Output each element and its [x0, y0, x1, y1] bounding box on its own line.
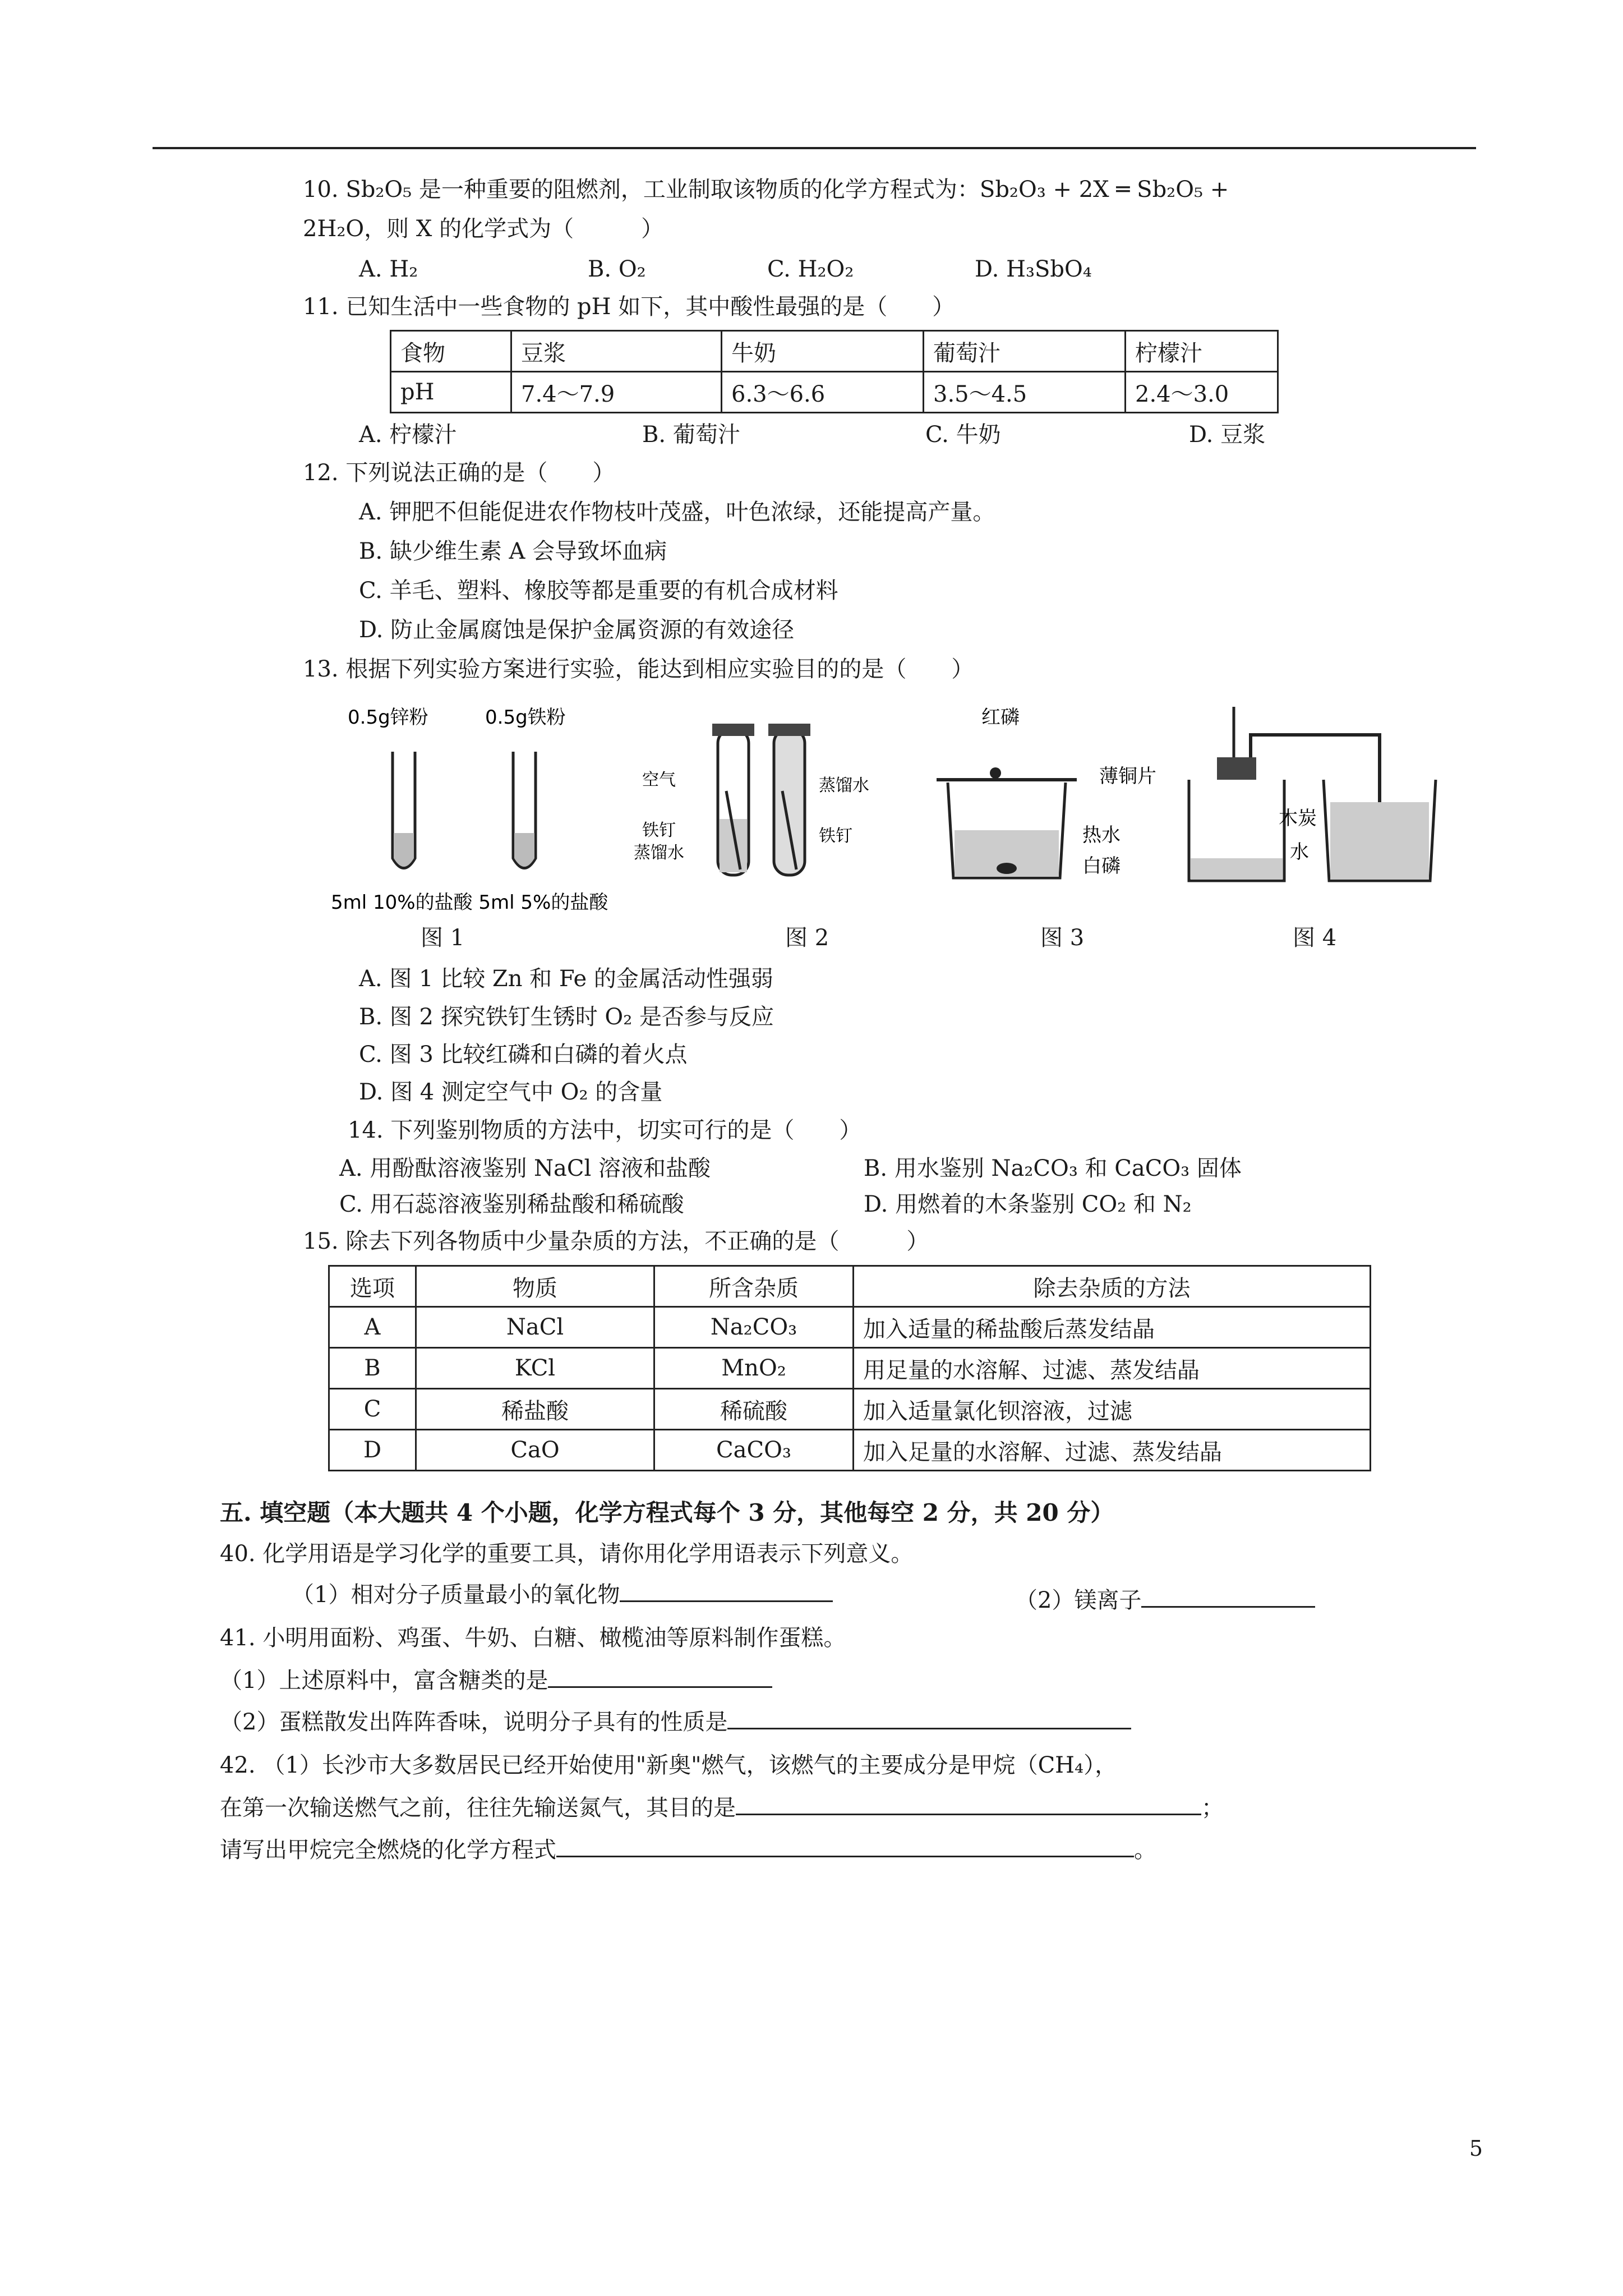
table-row [329, 1389, 1371, 1430]
q13-option-b: B. 图 2 探究铁钉生锈时 O₂ 是否参与反应 [359, 1004, 774, 1030]
table-cell: 豆浆 [511, 331, 722, 372]
q42-line3-end: 。 [1134, 1837, 1156, 1863]
q10-option-b: B. O₂ [588, 256, 646, 282]
fig-label-4: 图 4 [1293, 925, 1337, 951]
section-5-title: 五. 填空题（本大题共 4 个小题，化学方程式每个 3 分，其他每空 2 分，共 20 分） [220, 1499, 1114, 1526]
q41-answer-blank-1[interactable] [548, 1665, 772, 1688]
air-label: 空气 [642, 770, 676, 790]
q41-part1 [220, 1665, 772, 1695]
q42-answer-blank-2[interactable] [556, 1834, 1134, 1857]
q13-option-d: D. 图 4 测定空气中 O₂ 的含量 [359, 1079, 663, 1105]
q42-line2 [220, 1792, 1224, 1822]
q10-line1: 10. Sb₂O₅ 是一种重要的阻燃剂，工业制取该物质的化学方程式为：Sb₂O₃ + 2X ═ Sb₂O₅ + [303, 177, 1229, 203]
table-cell: NaCl [416, 1307, 654, 1348]
q42-line3 [220, 1834, 1156, 1864]
figure-3 [937, 706, 1156, 878]
header-rule [153, 147, 1476, 149]
stopper-2a [712, 724, 754, 736]
q14-option-a: A. 用酚酞溶液鉴别 NaCl 溶液和盐酸 [339, 1156, 711, 1181]
table-header: 除去杂质的方法 [854, 1266, 1371, 1307]
figure-1 [331, 706, 608, 914]
table-cell: 6.3～6.6 [722, 372, 924, 413]
q15-stem: 15. 除去下列各物质中少量杂质的方法，不正确的是（ ） [303, 1228, 929, 1254]
fig-label-1: 图 1 [421, 925, 465, 951]
page-number: 5 [1469, 2136, 1483, 2161]
q15-impurity-table [328, 1265, 1371, 1471]
q12-option-b: B. 缺少维生素 A 会导致坏血病 [359, 539, 667, 564]
q42-line2-end: ； [1201, 1795, 1224, 1821]
q41-part2-label: （2）蛋糕散发出阵阵香味，说明分子具有的性质是 [220, 1709, 728, 1735]
zinc-label: 0.5g锌粉 [348, 706, 428, 729]
table-cell: 加入适量的稀盐酸后蒸发结晶 [854, 1307, 1371, 1348]
iron-label: 0.5g铁粉 [485, 706, 566, 729]
table-row [329, 1348, 1371, 1389]
jar-water [1191, 858, 1283, 880]
table-cell: 牛奶 [722, 331, 924, 372]
q13-experiment-figures [331, 690, 1453, 970]
test-tube-2b [774, 729, 805, 875]
water-right-label: 蒸馏水 [819, 776, 869, 795]
table-cell: 葡萄汁 [924, 331, 1126, 372]
q10-option-d: D. H₃SbO₄ [975, 256, 1092, 282]
table-row [391, 372, 1278, 413]
table-cell: 稀盐酸 [416, 1389, 654, 1430]
q14-option-c: C. 用石蕊溶液鉴别稀盐酸和稀硫酸 [339, 1191, 684, 1217]
q10-line2: 2H₂O，则 X 的化学式为（ ） [303, 216, 664, 242]
table-header: 选项 [329, 1266, 416, 1307]
table-cell: 用足量的水溶解、过滤、蒸发结晶 [854, 1348, 1371, 1389]
table-cell: CaO [416, 1430, 654, 1471]
q11-ph-table [390, 330, 1279, 413]
q41-part2 [220, 1706, 1131, 1736]
q41-part1-label: （1）上述原料中，富含糖类的是 [220, 1668, 548, 1694]
q40-answer-blank-1[interactable] [620, 1579, 833, 1602]
table-cell: 加入足量的水溶解、过滤、蒸发结晶 [854, 1430, 1371, 1471]
liquid-right [514, 833, 534, 867]
q40-part2-label: （2）镁离子 [1015, 1588, 1142, 1613]
hot-water-label: 热水 [1082, 824, 1121, 846]
table-cell: 2.4～3.0 [1126, 372, 1278, 413]
white-phosphorus-label: 白磷 [1082, 855, 1121, 877]
q11-option-c: C. 牛奶 [925, 422, 1001, 448]
q42-line1: 42. （1）长沙市大多数居民已经开始使用"新奥"燃气，该燃气的主要成分是甲烷（CH₄）， [220, 1752, 1118, 1778]
table-cell: D [329, 1430, 416, 1471]
q11-option-b: B. 葡萄汁 [642, 422, 740, 448]
table-cell: MnO₂ [654, 1348, 854, 1389]
table-row [329, 1430, 1371, 1471]
acid-label: 5ml 10%的盐酸 5ml 5%的盐酸 [331, 891, 608, 914]
table-cell: 柠檬汁 [1126, 331, 1278, 372]
q14-option-d: D. 用燃着的木条鉴别 CO₂ 和 N₂ [864, 1191, 1192, 1217]
beaker-water [1330, 802, 1429, 880]
liquid-left [394, 833, 414, 867]
table-cell: KCl [416, 1348, 654, 1389]
q13-option-c: C. 图 3 比较红磷和白磷的着火点 [359, 1042, 688, 1068]
q11-stem: 11. 已知生活中一些食物的 pH 如下，其中酸性最强的是（ ） [303, 294, 955, 320]
table-cell: pH [391, 372, 511, 413]
q12-option-d: D. 防止金属腐蚀是保护金属资源的有效途径 [359, 617, 795, 643]
table-cell: B [329, 1348, 416, 1389]
q11-option-d: D. 豆浆 [1189, 422, 1266, 448]
table-cell: 食物 [391, 331, 511, 372]
table-header: 所含杂质 [654, 1266, 854, 1307]
figure-2 [634, 724, 869, 875]
table-cell: A [329, 1307, 416, 1348]
water-label: 水 [1290, 841, 1309, 863]
q12-option-c: C. 羊毛、塑料、橡胶等都是重要的有机合成材料 [359, 578, 838, 604]
table-header-row [329, 1266, 1371, 1307]
q40-part1-label: （1）相对分子质量最小的氧化物 [292, 1582, 620, 1608]
q14-stem: 14. 下列鉴别物质的方法中，切实可行的是（ ） [348, 1117, 862, 1143]
white-phosphorus [997, 863, 1017, 874]
q41-stem: 41. 小明用面粉、鸡蛋、牛奶、白糖、橄榄油等原料制作蛋糕。 [220, 1625, 846, 1651]
q41-answer-blank-2[interactable] [727, 1706, 1131, 1729]
table-row [391, 331, 1278, 372]
copper-label: 薄铜片 [1099, 765, 1156, 788]
q11-option-a: A. 柠檬汁 [359, 422, 457, 448]
table-cell: 稀硫酸 [654, 1389, 854, 1430]
q42-line2-label: 在第一次输送燃气之前，往往先输送氮气，其目的是 [220, 1795, 736, 1821]
nail-right-label: 铁钉 [819, 826, 852, 846]
q40-part1 [292, 1579, 833, 1609]
q10-option-c: C. H₂O₂ [767, 256, 854, 282]
fig-label-2: 图 2 [785, 925, 829, 951]
q13-option-a: A. 图 1 比较 Zn 和 Fe 的金属活动性强弱 [359, 966, 773, 992]
table-cell: 7.4～7.9 [511, 372, 722, 413]
table-cell: 3.5～4.5 [924, 372, 1126, 413]
q10-option-a: A. H₂ [359, 256, 418, 282]
q12-option-a: A. 钾肥不但能促进农作物枝叶茂盛，叶色浓绿，还能提高产量。 [359, 499, 995, 525]
q42-answer-blank-1[interactable] [736, 1792, 1201, 1815]
q12-stem: 12. 下列说法正确的是（ ） [303, 460, 615, 486]
red-phosphorus [990, 767, 1001, 779]
fig-label-3: 图 3 [1040, 925, 1085, 951]
q40-stem: 40. 化学用语是学习化学的重要工具，请你用化学用语表示下列意义。 [220, 1541, 914, 1567]
table-cell: CaCO₃ [654, 1430, 854, 1471]
table-cell: 加入适量氯化钡溶液，过滤 [854, 1389, 1371, 1430]
stopper-2b [768, 724, 810, 736]
charcoal-label: 木炭 [1279, 807, 1317, 830]
table-cell: Na₂CO₃ [654, 1307, 854, 1348]
stopper-4 [1217, 757, 1256, 780]
figure-4 [1189, 707, 1436, 881]
q40-part2 [1015, 1585, 1315, 1614]
table-cell: C [329, 1389, 416, 1430]
red-phosphorus-label: 红磷 [981, 706, 1020, 729]
q14-option-b: B. 用水鉴别 Na₂CO₃ 和 CaCO₃ 固体 [864, 1156, 1242, 1181]
q42-line3-label: 请写出甲烷完全燃烧的化学方程式 [220, 1837, 556, 1863]
table-row [329, 1307, 1371, 1348]
water-left-label: 蒸馏水 [634, 843, 684, 863]
q40-answer-blank-2[interactable] [1141, 1585, 1315, 1608]
q13-stem: 13. 根据下列实验方案进行实验，能达到相应实验目的的是（ ） [303, 656, 974, 682]
table-header: 物质 [416, 1266, 654, 1307]
nail-left-label: 铁钉 [642, 821, 676, 840]
